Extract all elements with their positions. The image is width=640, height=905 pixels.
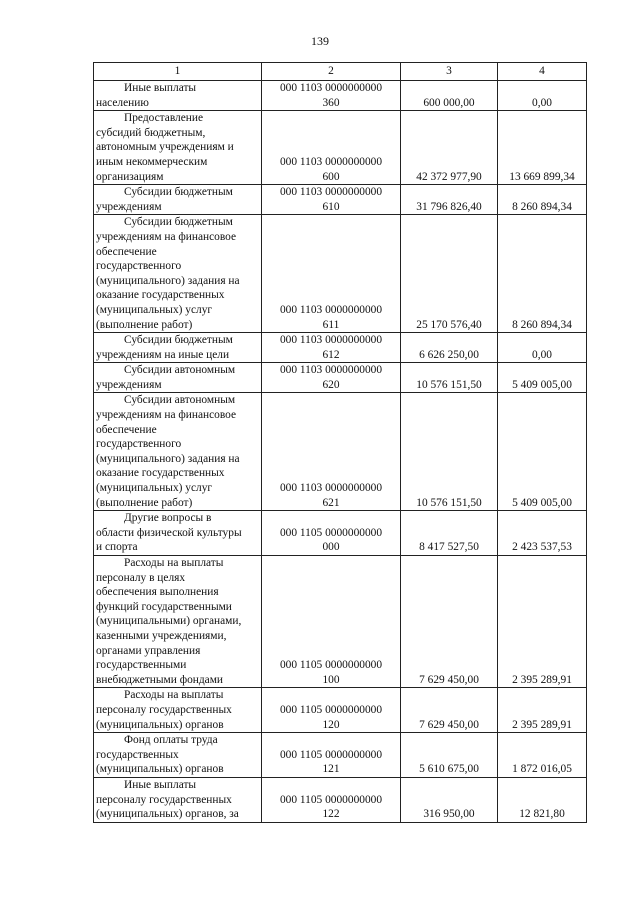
table-row	[94, 777, 587, 822]
row-code-cell	[262, 733, 401, 778]
row-value-col4: 8 260 894,34	[498, 185, 587, 215]
table-row	[94, 111, 587, 185]
row-name-line: учреждениям	[96, 200, 162, 213]
row-name-line: учреждениям на финансовое	[96, 230, 237, 243]
row-value-col4: 12 821,80	[498, 777, 587, 822]
row-value-col4: 0,00	[498, 81, 587, 111]
row-name-line: Субсидии бюджетным	[124, 186, 233, 199]
row-code-line: 120	[322, 718, 340, 731]
table-row	[94, 393, 587, 511]
row-name-line: автономным учреждениям и	[96, 141, 234, 154]
row-name-cell	[94, 393, 262, 511]
column-header-1: 1	[94, 63, 262, 81]
row-name-line: государственного	[96, 260, 182, 273]
row-code-line: 610	[322, 200, 340, 213]
row-name-line: (муниципального) задания на	[96, 274, 240, 287]
row-name-line: Субсидии бюджетным	[124, 334, 233, 347]
row-name-line: учреждениям на иные цели	[96, 348, 230, 361]
page-number: 139	[311, 34, 329, 48]
row-name-line: (муниципальных) услуг	[96, 482, 213, 495]
row-code-cell	[262, 688, 401, 733]
row-name-line: (выполнение работ)	[96, 496, 193, 509]
row-value-col3: 10 576 151,50	[401, 393, 498, 511]
row-code-line: 621	[322, 496, 340, 509]
row-code-line: 612	[322, 348, 340, 361]
row-value-col3: 5 610 675,00	[401, 733, 498, 778]
row-name-line: Предоставление	[124, 112, 204, 125]
table-row	[94, 363, 587, 393]
row-code-cell	[262, 215, 401, 333]
row-name-line: Расходы на выплаты	[124, 689, 224, 702]
row-name-line: Субсидии бюджетным	[124, 216, 233, 229]
row-name-line: Субсидии автономным	[124, 394, 236, 407]
row-value-col3: 10 576 151,50	[401, 363, 498, 393]
row-code-cell	[262, 363, 401, 393]
row-code-cell	[262, 511, 401, 556]
row-code-line: 000 1105 0000000000	[279, 793, 383, 806]
row-name-line: (муниципального) задания на	[96, 452, 240, 465]
table-row	[94, 215, 587, 333]
row-name-line: Другие вопросы в	[124, 512, 212, 525]
row-value-col4: 0,00	[498, 333, 587, 363]
row-value-col3: 42 372 977,90	[401, 111, 498, 185]
row-name-line: казенными учреждениями,	[96, 629, 227, 642]
row-name-line: (муниципальными) органами,	[96, 615, 242, 628]
row-name-line: государственного	[96, 438, 182, 451]
row-name-line: персоналу в целях	[96, 571, 186, 584]
row-name-line: персоналу государственных	[96, 793, 232, 806]
row-name-cell	[94, 81, 262, 111]
row-code-cell	[262, 393, 401, 511]
row-name-line: Иные выплаты	[124, 82, 197, 94]
table-row	[94, 511, 587, 556]
row-code-line: 600	[322, 170, 340, 183]
row-name-cell	[94, 215, 262, 333]
row-name-line: (муниципальных) услуг	[96, 303, 213, 316]
column-header-3: 3	[401, 63, 498, 81]
row-name-line: государственными	[96, 659, 187, 672]
row-name-line: внебюджетными фондами	[96, 673, 224, 686]
row-code-line: 000 1105 0000000000	[279, 703, 383, 716]
row-code-cell	[262, 111, 401, 185]
row-code-line: 000 1105 0000000000	[279, 659, 383, 672]
row-code-cell	[262, 333, 401, 363]
row-code-line: 000 1103 0000000000	[279, 482, 383, 495]
table-row	[94, 556, 587, 688]
row-value-col3: 6 626 250,00	[401, 333, 498, 363]
budget-table	[93, 62, 587, 823]
row-name-line: (выполнение работ)	[96, 318, 193, 331]
row-code-line: 122	[322, 808, 340, 821]
row-name-line: обеспечение	[96, 423, 157, 436]
row-value-col4: 5 409 005,00	[498, 393, 587, 511]
row-name-cell	[94, 185, 262, 215]
row-name-line: (муниципальных) органов, за	[96, 808, 239, 821]
table-row	[94, 185, 587, 215]
table-row	[94, 688, 587, 733]
column-header-2: 2	[262, 63, 401, 81]
row-value-col3: 316 950,00	[401, 777, 498, 822]
row-name-line: учреждениям	[96, 378, 162, 391]
row-name-cell	[94, 733, 262, 778]
row-name-cell	[94, 363, 262, 393]
table-body	[94, 81, 587, 823]
row-name-line: Субсидии автономным	[124, 364, 236, 377]
row-code-line: 000 1105 0000000000	[279, 748, 383, 761]
row-value-col4: 13 669 899,34	[498, 111, 587, 185]
row-code-cell	[262, 185, 401, 215]
row-name-line: (муниципальных) органов	[96, 718, 224, 731]
row-value-col4: 2 395 289,91	[498, 688, 587, 733]
row-name-cell	[94, 556, 262, 688]
row-name-line: иным некоммерческим	[96, 155, 208, 168]
row-code-line: 000	[322, 541, 340, 554]
row-value-col3: 31 796 826,40	[401, 185, 498, 215]
row-name-line: государственных	[96, 748, 179, 761]
row-name-cell	[94, 511, 262, 556]
row-name-line: обеспечение	[96, 245, 157, 258]
row-code-cell	[262, 556, 401, 688]
row-code-cell	[262, 81, 401, 111]
row-code-line: 000 1103 0000000000	[279, 303, 383, 316]
row-name-line: функций государственными	[96, 600, 232, 613]
row-name-line: обеспечения выполнения	[96, 586, 219, 599]
row-name-line: организациям	[96, 170, 164, 183]
row-name-line: населению	[96, 96, 149, 109]
row-code-line: 000 1103 0000000000	[279, 334, 383, 347]
row-name-cell	[94, 111, 262, 185]
row-name-line: области физической культуры	[96, 526, 242, 539]
row-code-cell	[262, 777, 401, 822]
row-value-col3: 7 629 450,00	[401, 556, 498, 688]
column-header-4: 4	[498, 63, 587, 81]
row-value-col4: 5 409 005,00	[498, 363, 587, 393]
row-value-col3: 8 417 527,50	[401, 511, 498, 556]
row-name-cell	[94, 688, 262, 733]
row-name-line: и спорта	[96, 541, 138, 554]
row-name-cell	[94, 333, 262, 363]
row-name-line: Иные выплаты	[124, 778, 197, 791]
row-code-line: 360	[322, 96, 340, 109]
row-value-col3: 25 170 576,40	[401, 215, 498, 333]
row-name-line: субсидий бюджетным,	[96, 126, 206, 139]
row-value-col3: 600 000,00	[401, 81, 498, 111]
row-code-line: 000 1103 0000000000	[279, 364, 383, 377]
table-row	[94, 81, 587, 111]
row-code-line: 000 1103 0000000000	[279, 82, 383, 94]
row-code-line: 000 1105 0000000000	[279, 526, 383, 539]
row-code-line: 100	[322, 673, 340, 686]
row-value-col4: 2 395 289,91	[498, 556, 587, 688]
row-name-line: оказание государственных	[96, 467, 225, 480]
row-name-line: (муниципальных) органов	[96, 763, 224, 776]
row-code-line: 620	[322, 378, 340, 391]
row-code-line: 121	[322, 763, 340, 776]
row-name-line: Расходы на выплаты	[124, 557, 224, 569]
row-value-col4: 1 872 016,05	[498, 733, 587, 778]
row-value-col4: 2 423 537,53	[498, 511, 587, 556]
table-row	[94, 333, 587, 363]
row-code-line: 000 1103 0000000000	[279, 186, 383, 199]
row-name-cell	[94, 777, 262, 822]
row-code-line: 611	[322, 318, 340, 331]
row-name-line: учреждениям на финансовое	[96, 409, 237, 422]
row-name-line: персоналу государственных	[96, 703, 232, 716]
table-row	[94, 733, 587, 778]
row-value-col4: 8 260 894,34	[498, 215, 587, 333]
row-name-line: органами управления	[96, 644, 201, 657]
row-code-line: 000 1103 0000000000	[279, 155, 383, 168]
row-name-line: Фонд оплаты труда	[124, 734, 218, 747]
row-value-col3: 7 629 450,00	[401, 688, 498, 733]
table-header-row	[94, 63, 587, 81]
row-name-line: оказание государственных	[96, 289, 225, 302]
